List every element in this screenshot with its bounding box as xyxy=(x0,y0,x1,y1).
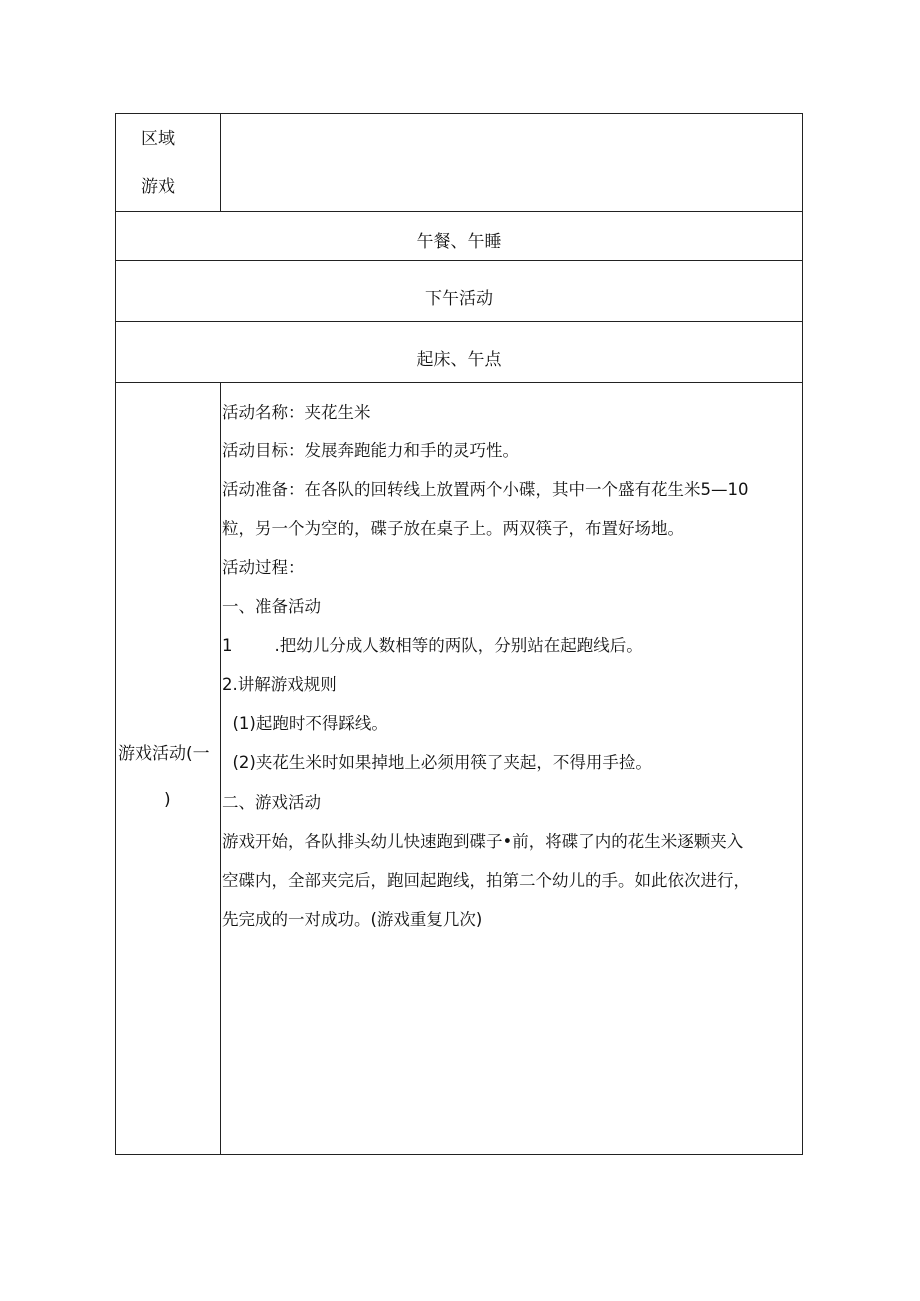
region-game-label-line2: 游戏 xyxy=(141,177,175,197)
region-game-label-line1: 区域 xyxy=(141,129,175,149)
afternoon-activity-row: 下午活动 xyxy=(425,289,493,309)
row-divider-3 xyxy=(116,321,802,322)
activity-line: 1 .把幼儿分成人数相等的两队，分别站在起跑线后。 xyxy=(222,636,643,655)
schedule-table xyxy=(115,113,803,1155)
row-divider-1 xyxy=(116,211,802,212)
game-activity-label-line1: 游戏活动(一 xyxy=(118,744,210,764)
activity-line: 游戏开始，各队排头幼儿快速跑到碟子•前，将碟了内的花生米逐颗夹入 xyxy=(222,832,744,851)
activity-line: 二、游戏活动 xyxy=(222,793,321,812)
row-divider-4 xyxy=(116,382,802,383)
activity-line: (1)起跑时不得踩线。 xyxy=(222,714,388,733)
wakeup-snack-row: 起床、午点 xyxy=(416,350,502,370)
game-activity-divider xyxy=(220,382,221,1155)
activity-line: 空碟内，全部夹完后，跑回起跑线，拍第二个幼儿的手。如此依次进行， xyxy=(222,871,750,890)
activity-line: 活动过程： xyxy=(222,558,305,577)
lunch-nap-row: 午餐、午睡 xyxy=(416,232,502,252)
activity-line: 活动目标：发展奔跑能力和手的灵巧性。 xyxy=(222,441,519,460)
row-divider-2 xyxy=(116,260,802,261)
activity-line: 2.讲解游戏规则 xyxy=(222,675,337,694)
game-activity-label-line2: ) xyxy=(164,790,171,810)
activity-line: (2)夹花生米时如果掉地上必须用筷了夹起，不得用手捡。 xyxy=(222,753,652,772)
activity-line: 一、准备活动 xyxy=(222,597,321,616)
activity-line: 粒，另一个为空的，碟子放在桌子上。两双筷子，布置好场地。 xyxy=(222,519,684,538)
activity-line: 活动准备：在各队的回转线上放置两个小碟，其中一个盛有花生米5—10 xyxy=(222,480,749,499)
activity-line: 活动名称：夹花生米 xyxy=(222,403,371,422)
region-game-divider xyxy=(220,114,221,211)
activity-line: 先完成的一对成功。(游戏重复几次) xyxy=(222,910,483,929)
